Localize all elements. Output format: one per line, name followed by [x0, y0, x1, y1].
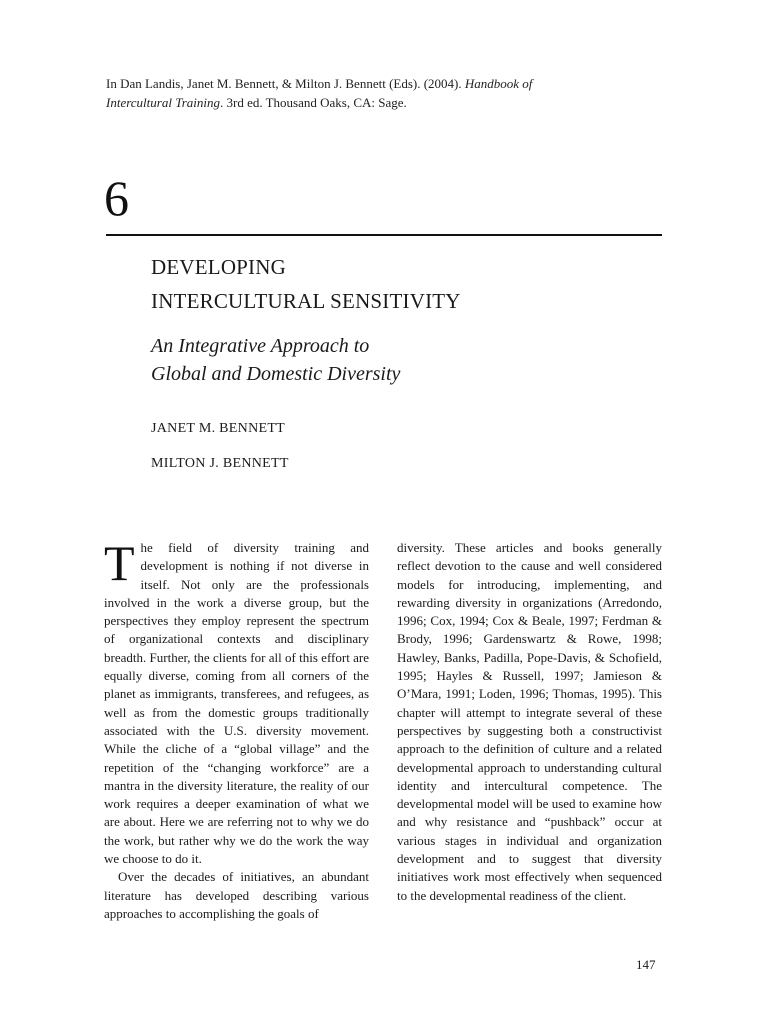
citation-prefix: In Dan Landis, Janet M. Bennett, & Milton J. Bennett (Eds). (2004). [106, 76, 465, 91]
chapter-title-line-2: INTERCULTURAL SENSITIVITY [151, 289, 461, 313]
page-number: 147 [636, 957, 656, 972]
citation-line-1 [106, 74, 646, 93]
citation-book-title-line1: Handbook of [464, 76, 533, 91]
body-column-left [104, 535, 369, 923]
body-paragraph: diversity. These articles and books generally reflect devotion to the cause and well considered models for introducing, implementing, and rewarding diversity in organizations (Arredondo, 1996; Cox, 1994; Cox & Beale, 1997; Ferdman & Brody, 1996; Gardenswartz & Rowe, 1998; Hawley, Banks, Padilla, Pope-Davis, & Schofield, 1995; Hayles & Russell, 1997; Jamieson & O’Mara, 1991; Loden, 1996; Thomas, 1995). This chapter will attempt to integrate several of these perspectives by suggesting both a constructivist approach to the definition of culture and a related developmental approach to understanding cultural identity and intercultural competence. The developmental model will be used to examine how and why resistance and “pushback” occur at various stages in individual and organization development and to suggest that diversity initiatives work most effectively when sequenced to the developmental readiness of the client. [397, 540, 662, 903]
citation [106, 74, 646, 112]
chapter-title [151, 250, 651, 318]
chapter-number: 6 [104, 170, 129, 226]
chapter-subtitle-line-1: An Integrative Approach to [151, 335, 370, 357]
drop-cap: T [104, 535, 135, 591]
chapter-subtitle-line-2: Global and Domestic Diversity [151, 363, 401, 385]
body-paragraph [104, 535, 369, 868]
chapter-subtitle [151, 332, 651, 388]
chapter-title-line-1: DEVELOPING [151, 255, 286, 279]
body-column-right [397, 539, 662, 905]
author-name: JANET M. BENNETT [151, 421, 286, 436]
citation-book-title-line2: Intercultural Training [106, 95, 220, 110]
citation-line-2 [106, 93, 646, 112]
body-paragraph: Over the decades of initiatives, an abundant literature has developed describing various approaches to accomplishing the goals of [104, 869, 369, 921]
citation-suffix: . 3rd ed. Thousand Oaks, CA: Sage. [220, 95, 407, 110]
body-paragraph-text: he field of diversity training and development is nothing if not diverse in itself. Not only are the professionals involved in the work a diverse group, but the perspectives they employ represent the spectrum of organizational contexts and disciplinary breadth. Further, the clients for all of this effort are equally diverse, coming from all corners of the planet as immigrants, transferees, and refugees, as well as from the domestic groups traditionally associated with the U.S. diversity movement. While the cliche of a “global village” and the repetition of the “changing workforce” are a mantra in the diversity literature, the reality of our work requires a deeper examination of what we are about. Here we are referring not to why we do the work, but rather why we do the work the way we choose to do it. [104, 540, 369, 867]
author-name: MILTON J. BENNETT [151, 456, 289, 471]
chapter-divider [106, 234, 662, 236]
